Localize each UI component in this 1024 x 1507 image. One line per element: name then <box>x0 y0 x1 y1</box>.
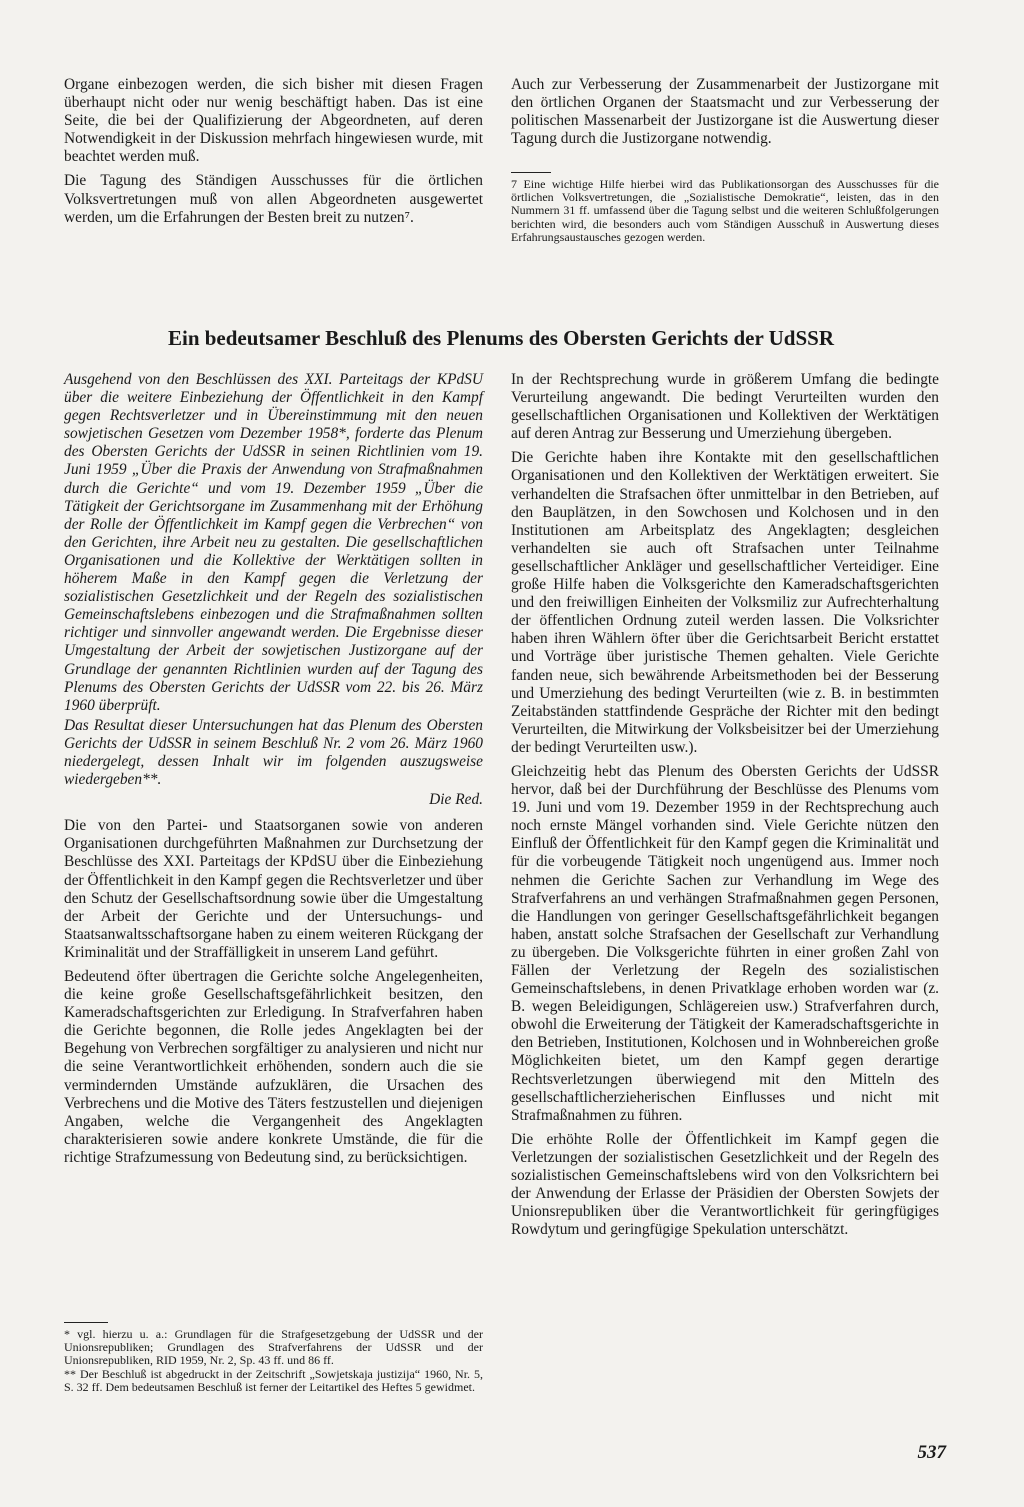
paragraph: Die Gerichte haben ihre Kontakte mit den gesellschaftlichen Organisationen und den Kollektiven der Werktätigen erweitert. Sie verhandelten die Strafsachen öfter unmittelbar in den Betrieben, auf den Bauplätzen, in den Sowchosen und Kolchosen und in den Institutionen am Arbeitsplatz des Angeklagten; desgleichen verhandelten sie auch oft Strafsachen unter Teilnahme gesellschaftlicher Ankläger und gesellschaftlicher Verteidiger. Eine große Hilfe haben die Volksgerichte den Kameradschaftsgerichten und den freiwilligen Einheiten der Volksmiliz zur Aufrechterhaltung der öffentlichen Ordnung zuteil werden lassen. Die Volksrichter haben ihren Wählern öfter über die Gerichtsarbeit Bericht erstattet und Vorträge über juristische Themen gehalten. Viele Gerichte fanden neue, sich bewährende Arbeitsmethoden bei der Besserung und Umerziehung des bedingt Verurteilten (wie z. B. in bestimmten Zeitabständen stattfindende Gespräche der Richter mit den bedingt Verurteilten, die Mitwirkung der Volksbeisitzer bei der Umerziehung der bedingt Verurteilten usw.). <box>511 449 939 756</box>
paragraph: In der Rechtsprechung wurde in größerem Umfang die bedingte Verurteilung angewandt. Die bedingt Verurteilten wurden den gesellschaftlichen Organisationen und Kollektiven der Werktätigen auf deren Antrag zur Besserung und Umerziehung übergeben. <box>511 371 939 443</box>
editor-signature: Die Red. <box>429 791 483 809</box>
page-number: 537 <box>917 1442 946 1463</box>
top-right-column <box>511 76 939 154</box>
paragraph: Organe einbezogen werden, die sich bisher mit diesen Fragen überhaupt nicht oder nur wenig beschäftigt haben. Das ist eine Seite, die bei der Qualifizierung der Abgeordneten, auf deren Notwendigkeit in der Diskussion mehrfach hingewiesen wurde, mit beachtet werden muß. <box>64 76 483 166</box>
paragraph: Die Tagung des Ständigen Ausschusses für die örtlichen Volksvertretungen muß von allen Abgeordneten ausgewertet werden, um die Erfahrungen der Besten breit zu nutzen⁷. <box>64 172 483 226</box>
footnote-7: 7 Eine wichtige Hilfe hierbei wird das Publikationsorgan des Ausschusses für die örtlichen Volksvertretungen, die „Sozialistische Demokratie“, leisten, das in den Nummern 31 ff. umfassend über die Tagung selbst und die weiteren Schlußfolgerungen berichten wird, die besonders auch vom Ständigen Ausschuß in Auswertung dieses Erfahrungsaustausches gezogen werden. <box>511 177 939 244</box>
article-right-column <box>511 371 939 1245</box>
top-footnote <box>511 178 939 244</box>
article-footnotes <box>64 1328 483 1394</box>
top-left-column <box>64 76 483 233</box>
editorial-lead <box>64 371 483 789</box>
lead-paragraph: Ausgehend von den Beschlüssen des XXI. Parteitags der KPdSU über die weitere Einbeziehung der Öffentlichkeit in den Kampf gegen Rechtsverletzer und in Übereinstimmung mit den neuen sowjetischen Gesetzen vom Dezember 1958*, forderte das Plenum des Obersten Gerichts der UdSSR in seinen Richtlinien vom 19. Juni 1959 „Über die Praxis der Anwendung von Strafmaßnahmen durch die Gerichte“ und vom 19. Dezember 1959 „Über die Tätigkeit der Gerichtsorgane im Zusammenhang mit der Erhöhung der Rolle der Öffentlichkeit im Kampf gegen die Verbrechen“ von den Gerichten, ihre Arbeit neu zu gestalten. Die gesellschaftlichen Organisationen und die Kollektive der Werktätigen sollten in höherem Maße in den Kampf gegen die Verletzung der sozialistischen Gesetzlichkeit und der Regeln des sozialistischen Gemeinschaftslebens einbezogen und die Strafmaßnahmen sollten richtiger und sinnvoller angewandt werden. Die Ergebnisse dieser Umgestaltung der Arbeit der sowjetischen Justizorgane auf der Grundlage der genannten Richtlinien wurden auf der Tagung des Plenums des Obersten Gerichts der UdSSR vom 22. bis 26. März 1960 überprüft. <box>64 371 483 714</box>
article-title: Ein bedeutsamer Beschluß des Plenums des Obersten Gerichts der UdSSR <box>167 326 835 350</box>
paragraph: Auch zur Verbesserung der Zusammenarbeit der Justizorgane mit den örtlichen Organen der Staatsmacht und zur Verbesserung der politischen Massenarbeit der Justizorgane ist die Auswertung dieser Tagung durch die Justizorgane notwendig. <box>511 76 939 148</box>
paragraph: Gleichzeitig hebt das Plenum des Obersten Gerichts der UdSSR hervor, daß bei der Durchführung der Beschlüsse des Plenums vom 19. Juni und vom 19. Dezember 1959 in der Rechtsprechung auch noch ernste Mängel vorhanden sind. Viele Gerichte nützen den Einfluß der Öffentlichkeit für den Kampf gegen die Kriminalität und für die vorbeugende Tätigkeit noch ungenügend aus. Immer noch nehmen die Gerichte Sachen zur Verhandlung im Wege des Strafverfahrens an und verhängen Strafmaßnahmen gegen Personen, die Handlungen von geringer Gesellschaftsgefährlichkeit begangen haben, anstatt solche Strafsachen der Gesellschaft zur Verhandlung zu übergeben. Die Volksgerichte führten in einer großen Zahl von Fällen der Verletzung der Regeln des sozialistischen Gemeinschaftslebens, in denen Privatklage erhoben worden war (z. B. wegen Beleidigungen, Schlägereien usw.) Strafverfahren durch, obwohl die Erweiterung der Tätigkeit der Kameradschaftsgerichte in den Betrieben, Institutionen, Kolchosen und in Wohnbereichen große Möglichkeiten bietet, um den Kampf gegen derartige Rechtsverletzungen überwiegend mit den Mitteln des gesellschaftlicherzieherischen Einflusses und nicht mit Strafmaßnahmen zu führen. <box>511 762 939 1124</box>
lead-paragraph: Das Resultat dieser Untersuchungen hat das Plenum des Obersten Gerichts der UdSSR in seinem Beschluß Nr. 2 vom 26. März 1960 niedergelegt, dessen Inhalt wir im folgenden auszugsweise wiedergeben**. <box>64 716 483 789</box>
article-left-column <box>64 371 483 1173</box>
footnote-rule <box>511 172 551 173</box>
footnote-rule <box>64 1322 108 1323</box>
paragraph: Bedeutend öfter übertragen die Gerichte solche Angelegenheiten, die keine große Gesellschaftsgefährlichkeit besitzen, den Kameradschaftsgerichten zur Erledigung. In Strafverfahren haben die Gerichte begonnen, die Rolle jedes Angeklagten bei der Begehung von Verbrechen sorgfältiger zu analysieren und nicht nur die seine Verantwortlichkeit erhöhenden, sondern auch die sie vermindernden Umstände aufzuklären, die Ursachen des Verbrechens und die Motive des Täters festzustellen und diejenigen Angaben, welche die Vergangenheit des Angeklagten charakterisieren sowie andere konkrete Umstände, die für die richtige Strafzumessung von Bedeutung sind, zu berücksichtigen. <box>64 968 483 1166</box>
paragraph: Die von den Partei- und Staatsorganen sowie von anderen Organisationen durchgeführten Maßnahmen zur Durchsetzung der Beschlüsse des XXI. Parteitags der KPdSU über die Einbeziehung der Öffentlichkeit in den Kampf gegen die Rechtsverletzer und über den Schutz der Gesellschaftsordnung sowie über die Umgestaltung der Arbeit der Gerichte und der Untersuchungs- und Staatsanwaltsschaftsorgane haben zu einem weiteren Rückgang der Kriminalität und der Straffälligkeit in unserem Land geführt. <box>64 817 483 961</box>
footnote-asterisk: * vgl. hierzu u. a.: Grundlagen für die Strafgesetzgebung der UdSSR und der Unionsrepubliken; Grundlagen des Strafverfahrens der UdSSR und der Unionsrepubliken, RID 1959, Nr. 2, Sp. 43 ff. und 86 ff. <box>64 1327 483 1368</box>
footnote-double-asterisk: ** Der Beschluß ist abgedruckt in der Zeitschrift „Sowjetskaja justizija“ 1960, Nr. 5, S. 32 ff. Dem bedeutsamen Beschluß ist ferner der Leitartikel des Heftes 5 gewidmet. <box>64 1366 483 1394</box>
paragraph: Die erhöhte Rolle der Öffentlichkeit im Kampf gegen die Verletzungen der sozialistischen Gesetzlichkeit und der Regeln des sozialistischen Gemeinschaftslebens wird von den Volksrichtern bei der Anwendung der Erlasse der Präsidien der Obersten Sowjets der Unionsrepubliken über die Verantwortlichkeit für geringfügiges Rowdytum und geringfügige Spekulation unterschätzt. <box>511 1130 939 1239</box>
